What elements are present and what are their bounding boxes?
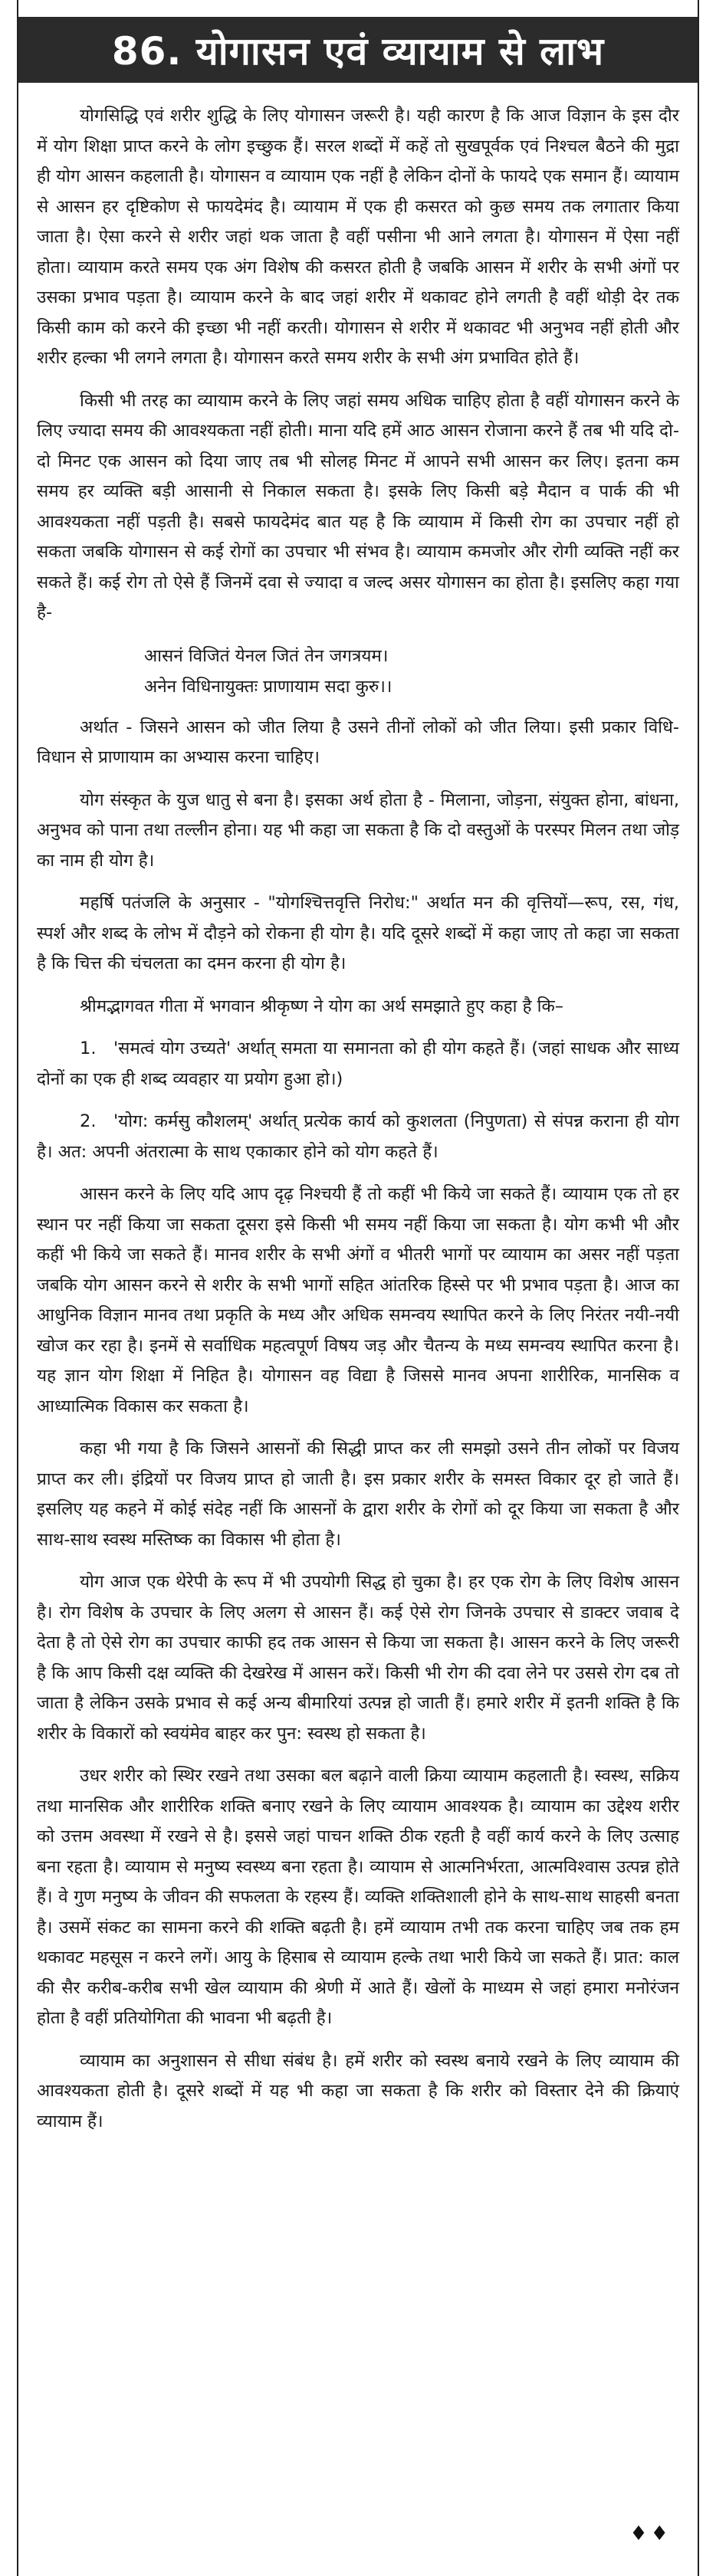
paragraph-7: आसन करने के लिए यदि आप दृढ़ निश्चयी हैं तो कहीं भी किये जा सकते हैं। व्यायाम एक तो हर स्थान पर नहीं किया जा सकता दूसरा इसे किसी भी समय नहीं किया जा सकता है। योग कभी भी और कहीं भी किये जा सकते हैं। मानव शरीर के सभी अंगों व भीतरी भागों पर व्यायाम का असर नहीं पड़ता जबकि योग आसन करने से शरीर के सभी भागों सहित आंतरिक हिस्से पर भी प्रभाव पड़ता है। आज का आधुनिक विज्ञान मानव तथा प्रकृति के मध्य और अधिक समन्वय स्थापित करने के लिए निरंतर नयी-नयी खोज कर रहा है। इनमें से सर्वाधिक महत्वपूर्ण विषय जड़ और चैतन्य के मध्य समन्वय स्थापित करना है। यह ज्ञान योग शिक्षा में निहित है। योगासन वह विद्या है जिससे मानव अपना शारीरिक, मानसिक व आध्यात्मिक विकास कर सकता है। bbox=[37, 1184, 679, 1416]
paragraph-4: योग संस्कृत के युज धातु से बना है। इसका अर्थ होता है - मिलाना, जोड़ना, संयुक्त होना, बांधना, अनुभव को पाना तथा तल्लीन होना। यह भी कहा जा सकता है कि दो वस्तुओं के परस्पर मिलन तथा जोड़ का नाम ही योग है। bbox=[37, 789, 680, 871]
title-bar bbox=[18, 17, 698, 83]
list-number-1: 1. bbox=[80, 1039, 97, 1058]
paragraph-5: महर्षि पतंजलि के अनुसार - "योगश्चित्तवृत्ति निरोध:" अर्थात मन की वृत्तियों—रूप, रस, गंध, स्पर्श और शब्द के लोभ में दौड़ने को रोकना ही योग है। यदि दूसरे शब्दों में कहा जाए तो कहा जा सकता है कि चित्त की चंचलता का दमन करना ही योग है। bbox=[37, 893, 679, 973]
page-title: 86. योगासन एवं व्यायाम से लाभ bbox=[111, 29, 605, 74]
paragraph-6: श्रीमद्भागवत गीता में भगवान श्रीकृष्ण ने योग का अर्थ समझाते हुए कहा है कि– bbox=[80, 996, 564, 1016]
paragraph-11: व्यायाम का अनुशासन से सीधा संबंध है। हमें शरीर को स्वस्थ बनाये रखने के लिए व्यायाम की आवश्यकता होती है। दूसरे शब्दों में यह भी कहा जा सकता है कि शरीर को विस्तार देने की क्रियाएं व्यायाम हैं। bbox=[37, 2050, 679, 2131]
end-diamonds-icon: ♦♦ bbox=[629, 2522, 672, 2545]
essay-body bbox=[37, 101, 679, 2149]
page-frame bbox=[17, 0, 699, 2576]
paragraph-10: उधर शरीर को स्थिर रखने तथा उसका बल बढ़ाने वाली क्रिया व्यायाम कहलाती है। स्वस्थ, सक्रिय तथा मानसिक और शारीरिक शक्ति बनाए रखने के लिए व्यायाम आवश्यक है। व्यायाम का उद्देश्य शरीर को उत्तम अवस्था में रखने से है। इससे जहां पाचन शक्ति ठीक रहती है वहीं कार्य करने के लिए उत्साह बना रहता है। व्यायाम से मनुष्य स्वस्थ्य बना रहता है। व्यायाम से आत्मनिर्भरता, आत्मविश्वास उत्पन्न होते हैं। वे गुण मनुष्य के जीवन की सफलता के रहस्य हैं। व्यक्ति शक्तिशाली होने के साथ-साथ साहसी बनता है। उसमें संकट का सामना करने की शक्ति बढ़ती है। हमें व्यायाम तभी तक करना चाहिए जब तक हम थकावट महसूस न करने लगें। आयु के हिसाब से व्यायाम हल्के तथा भारी किये जा सकते हैं। प्रात: काल की सैर करीब-करीब सभी खेल व्यायाम की श्रेणी में आते हैं। खेलों के माध्यम से जहां हमारा मनोरंजन होता है वहीं प्रतियोगिता की भावना भी बढ़ती है। bbox=[37, 1766, 679, 2028]
paragraph-2: किसी भी तरह का व्यायाम करने के लिए जहां समय अधिक चाहिए होता है वहीं योगासन करने के लिए ज्यादा समय की आवश्यकता नहीं होती। माना यदि हमें आठ आसन रोजाना करने हैं तब भी यदि दो-दो मिनट एक आसन को दिया जाए तब भी सोलह मिनट में आपने सभी आसन कर लिए। इतना कम समय हर व्यक्ति बड़ी आसानी से निकाल सकता है। इसके लिए किसी बड़े मैदान व पार्क की भी आवश्यकता नहीं पड़ती है। सबसे फायदेमंद बात यह है कि व्यायाम में किसी रोग का उपचार नहीं हो सकता जबकि योगासन से कई रोगों का उपचार भी संभव है। व्यायाम कमजोर और रोगी व्यक्ति नहीं कर सकते हैं। कई रोग तो ऐसे हैं जिनमें दवा से ज्यादा व जल्द असर योगासन का होता है। इसलिए कहा गया है- bbox=[37, 390, 679, 622]
paragraph-9: योग आज एक थेरेपी के रूप में भी उपयोगी सिद्ध हो चुका है। हर एक रोग के लिए विशेष आसन है। रोग विशेष के उपचार के लिए अलग से आसन हैं। कई ऐसे रोग जिनके उपचार से डाक्टर जवाब दे देता है तो ऐसे रोग का उपचार काफी हद तक आसन से किया जा सकता है। आसन करने के लिए जरूरी है कि आप किसी दक्ष व्यक्ति की देखरेख में आसन करें। किसी भी रोग की दवा लेने पर उससे रोग दब तो जाता है लेकिन उसके प्रभाव से कई अन्य बीमारियां उत्पन्न हो जाती हैं। हमारे शरीर में इतनी शक्ति है कि शरीर के विकारों को स्वयंमेव बाहर कर पुन: स्वस्थ हो सकता है। bbox=[37, 1572, 679, 1744]
list-text-1: 'समत्वं योग उच्यते' अर्थात् समता या समानता को ही योग कहते हैं। (जहां साधक और साध्य दोनों का एक ही शब्द व्यवहार या प्रयोग हुआ हो।) bbox=[37, 1039, 679, 1089]
list-item-2 bbox=[37, 1107, 679, 1167]
sanskrit-verse-line-2: अनेन विधिनायुक्तः प्राणायाम सदा कुरु।। bbox=[144, 676, 392, 697]
paragraph-1: योगसिद्धि एवं शरीर शुद्धि के लिए योगासन जरूरी है। यही कारण है कि आज विज्ञान के इस दौर में योग शिक्षा प्राप्त करने के लोग इच्छुक हैं। सरल शब्दों में कहें तो सुखपूर्वक एवं निश्चल बैठने की मुद्रा ही योग आसन कहलाती है। योगासन व व्यायाम एक नहीं है लेकिन दोनों के फायदे एक समान हैं। व्यायाम से आसन हर दृष्टिकोण से फायदेमंद है। व्यायाम में एक ही कसरत को कुछ समय तक लगातार किया जाता है। ऐसा करने से शरीर जहां थक जाता है वहीं पसीना भी आने लगता है। योगासन में ऐसा नहीं होता। व्यायाम करते समय एक अंग विशेष की कसरत होती है जबकि आसन में शरीर के सभी अंगों पर उसका प्रभाव पड़ता है। व्यायाम करने के बाद जहां शरीर में थकावट होने लगती है वहीं थोड़ी देर तक किसी काम को करने की इच्छा भी नहीं करती। योगासन से शरीर में थकावट भी अनुभव नहीं होती और शरीर हल्का भी लगने लगता है। योगासन करते समय शरीर के सभी अंग प्रभावित होते हैं। bbox=[37, 106, 679, 368]
list-text-2: 'योग: कर्मसु कौशलम्' अर्थात् प्रत्येक कार्य को कुशलता (निपुणता) से संपन्न कराना ही योग है। अत: अपनी अंतरात्मा के साथ एकाकार होने को योग कहते हैं। bbox=[37, 1111, 679, 1162]
paragraph-8: कहा भी गया है कि जिसने आसनों की सिद्धी प्राप्त कर ली समझो उसने तीन लोकों पर विजय प्राप्त कर ली। इंद्रियों पर विजय प्राप्त हो जाती है। इस प्रकार शरीर के समस्त विकार दूर हो जाते हैं। इसलिए यह कहने में कोई संदेह नहीं कि आसनों के द्वारा शरीर के रोगों को दूर किया जा सकता है और साथ-साथ स्वस्थ मस्तिष्क का विकास भी होता है। bbox=[37, 1439, 679, 1550]
paragraph-3: अर्थात - जिसने आसन को जीत लिया है उसने तीनों लोकों को जीत लिया। इसी प्रकार विधि-विधान से प्राणायाम का अभ्यास करना चाहिए। bbox=[37, 717, 679, 767]
list-number-2: 2. bbox=[80, 1111, 97, 1131]
list-item-1 bbox=[37, 1034, 679, 1094]
sanskrit-verse-line-1: आसनं विजितं येनल जितं तेन जगत्रयम। bbox=[144, 645, 389, 666]
